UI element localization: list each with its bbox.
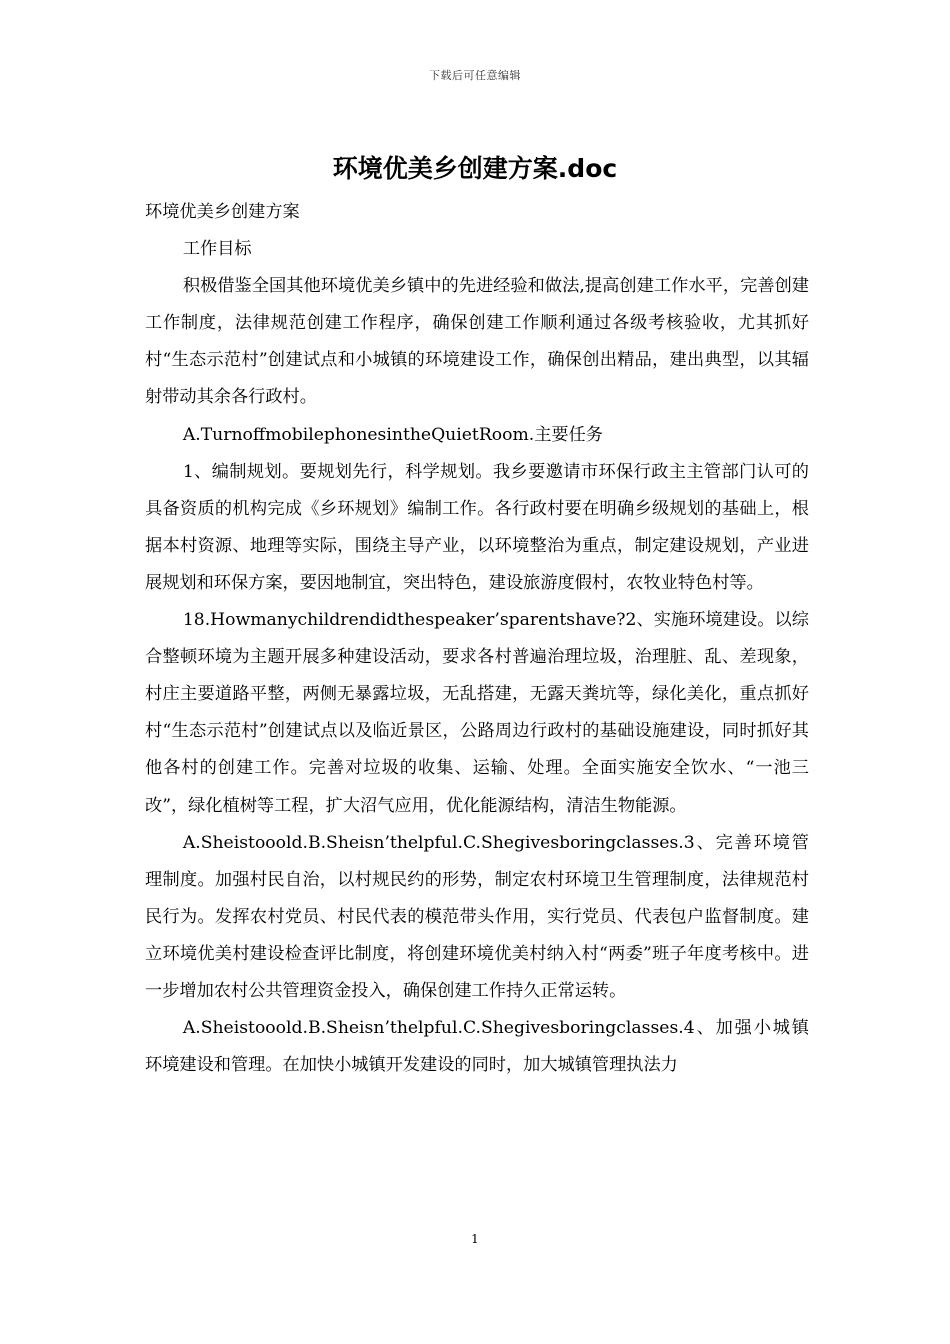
document-body [145,194,809,1084]
paragraph-work-goal: 积极借鉴全国其他环境优美乡镇中的先进经验和做法,提高创建工作水平，完善创建工作制度，法律规范创建工作程序，确保创建工作顺利通过各级考核验收，尤其抓好村“生态示范村”创建试点和小城镇的环境建设工作，确保创出精品，建出典型，以其辐射带动其余各行政村。 [145,276,809,408]
page-number: 1 [471,1232,479,1246]
paragraph-task-1: 1、编制规划。要规划先行，科学规划。我乡要邀请市环保行政主主管部门认可的具备资质的机构完成《乡环规划》编制工作。各行政村要在明确乡级规划的基础上，根据本村资源、地理等实际，围绕主导产业，以环境整治为重点，制定建设规划，产业进展规划和环保方案，要因地制宜，突出特色，建设旅游度假村，农牧业特色村等。 [145,461,809,593]
paragraph-work-goal-heading: 工作目标 [182,239,252,260]
paragraph-main-tasks-heading: A.TurnoffmobilephonesintheQuietRoom.主要任务 [182,424,603,445]
document-title: 环境优美乡创建方案.doc [332,154,618,183]
paragraph-task-4: A.Sheistooold.B.Sheisn’thelpful.C.Shegivesboringclasses.4、加强小城镇环境建设和管理。在加快小城镇开发建设的同时，加大城镇管理执法力 [145,1018,809,1076]
paragraph-task-3: A.Sheistooold.B.Sheisn’thelpful.C.Shegivesboringclasses.3、完善环境管理制度。加强村民自治，以村规民约的形势，制定农村环境卫生管理制度，法律规范村民行为。发挥农村党员、村民代表的模范带头作用，实行党员、代表包户监督制度。建立环境优美村建设检查评比制度，将创建环境优美村纳入村“两委”班子年度考核中。进一步增加农村公共管理资金投入，确保创建工作持久正常运转。 [145,832,809,1001]
header-note: 下载后可任意编辑 [429,69,521,82]
document-subtitle: 环境优美乡创建方案 [145,202,300,222]
paragraph-task-2: 18.Howmanychildrendidthespeaker’sparentshave?2、实施环境建设。以综合整顿环境为主题开展多种建设活动，要求各村普遍治理垃圾，治理脏、乱、差现象，村庄主要道路平整，两侧无暴露垃圾，无乱搭建，无露天粪坑等，绿化美化，重点抓好村“生态示范村”创建试点以及临近景区，公路周边行政村的基础设施建设，同时抓好其他各村的创建工作。完善对垃圾的收集、运输、处理。全面实施安全饮水、“一池三改”，绿化植树等工程，扩大沼气应用，优化能源结构，清洁生物能源。 [145,610,809,816]
